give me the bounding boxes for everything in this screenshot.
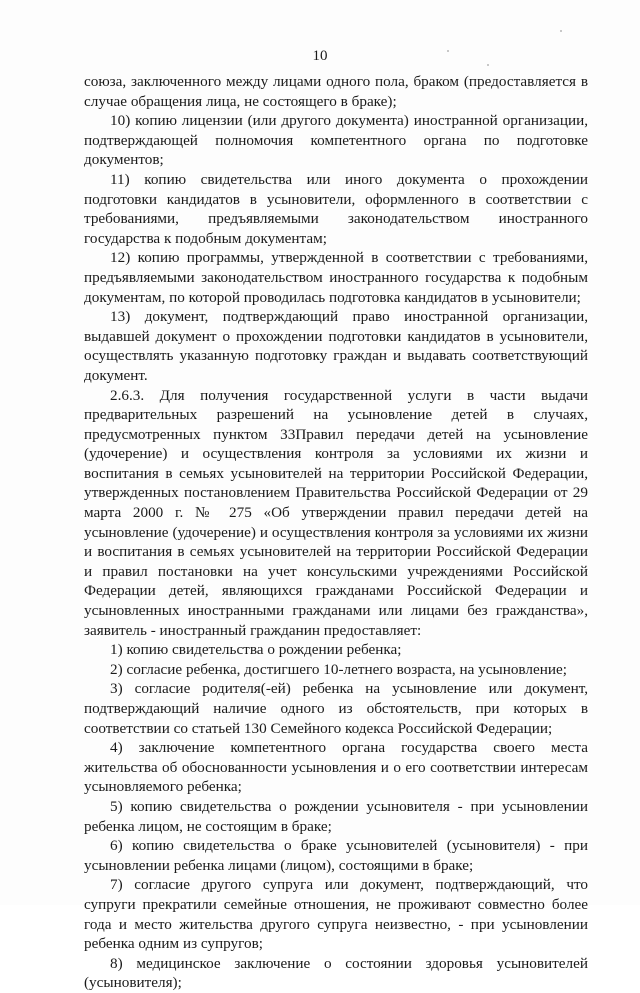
list-item-13: 13) документ, подтверждающий право иностранной организации, выдавшей документ о прохождении подготовки кандидатов в усыновители, осуществлять указанную подготовку граждан и выдавать соответствующий документ. <box>84 308 588 384</box>
list-item-2: 2) согласие ребенка, достигшего 10-летнего возраста, на усыновление; <box>110 660 567 678</box>
list-item-1: 1) копию свидетельства о рождении ребенка; <box>110 641 402 659</box>
page-number: 10 <box>312 48 328 64</box>
scan-speck <box>487 64 489 66</box>
list-item-8: 8) медицинское заключение о состоянии здоровья усыновителей (усыновителя); <box>84 954 588 992</box>
list-item-6: 6) копию свидетельства о браке усыновителей (усыновителя) - при усыновлении ребенка лицами (лицом), состоящими в браке; <box>84 837 588 874</box>
list-item-12: 12) копию программы, утвержденной в соответствии с требованиями, предъявляемыми законодательством иностранного государства к подобным документам, по которой проводилась подготовка кандидатов в усыновители; <box>84 249 588 306</box>
list-item-5: 5) копию свидетельства о рождении усыновителя - при усыновлении ребенка лицом, не состоящим в браке; <box>84 797 588 835</box>
paragraph-continuation: союза, заключенного между лицами одного пола, браком (предоставляется в случае обращения лица, не состоящего в браке); <box>84 73 588 110</box>
list-item-11: 11) копию свидетельства или иного документа о прохождении подготовки кандидатов в усыновители, оформленного в соответствии с требованиями, предъявляемыми законодательством иностранного государства к подобным документам; <box>84 170 588 247</box>
document-body <box>84 72 588 993</box>
list-item-4: 4) заключение компетентного органа государства своего места жительства об обоснованности усыновления и о его соответствии интересам усыновляемого ребенка; <box>84 739 588 796</box>
section-2-6-3: 2.6.3. Для получения государственной услуги в части выдачи предварительных разрешений на усыновление детей в случаях, предусмотренных пунктом 33Правил передачи детей на усыновление (удочерение) и осуществления контроля за условиями их жизни и воспитания в семьях усыновителей на территории Российской Федерации, утвержденных постановлением Правительства Российской Федерации от 29 марта 2000 г. № 275 «Об утверждении правил передачи детей на усыновление (удочерение) и осуществления контроля за условиями их жизни и воспитания в семьях усыновителей на территории Российской Федерации и правил постановки на учет консульскими учреждениями Российской Федерации детей, являющихся гражданами Российской Федерации и усыновленных иностранными гражданами или лицами без гражданства», заявитель - иностранный гражданин предоставляет: <box>84 386 588 639</box>
list-item-3: 3) согласие родителя(-ей) ребенка на усыновление или документ, подтверждающий наличие одного из обстоятельств, при которых в соответствии со статьей 130 Семейного кодекса Российской Федерации; <box>84 680 588 737</box>
list-item-7: 7) согласие другого супруга или документ, подтверждающий, что супруги прекратили семейные отношения, не проживают совместно более года и место жительства другого супруга неизвестно, - при усыновлении ребенка одним из супругов; <box>84 876 588 953</box>
scan-speck <box>447 50 449 52</box>
scan-speck <box>560 30 562 32</box>
list-item-10: 10) копию лицензии (или другого документа) иностранной организации, подтверждающей полномочия компетентного органа по подготовке документов; <box>84 112 588 169</box>
